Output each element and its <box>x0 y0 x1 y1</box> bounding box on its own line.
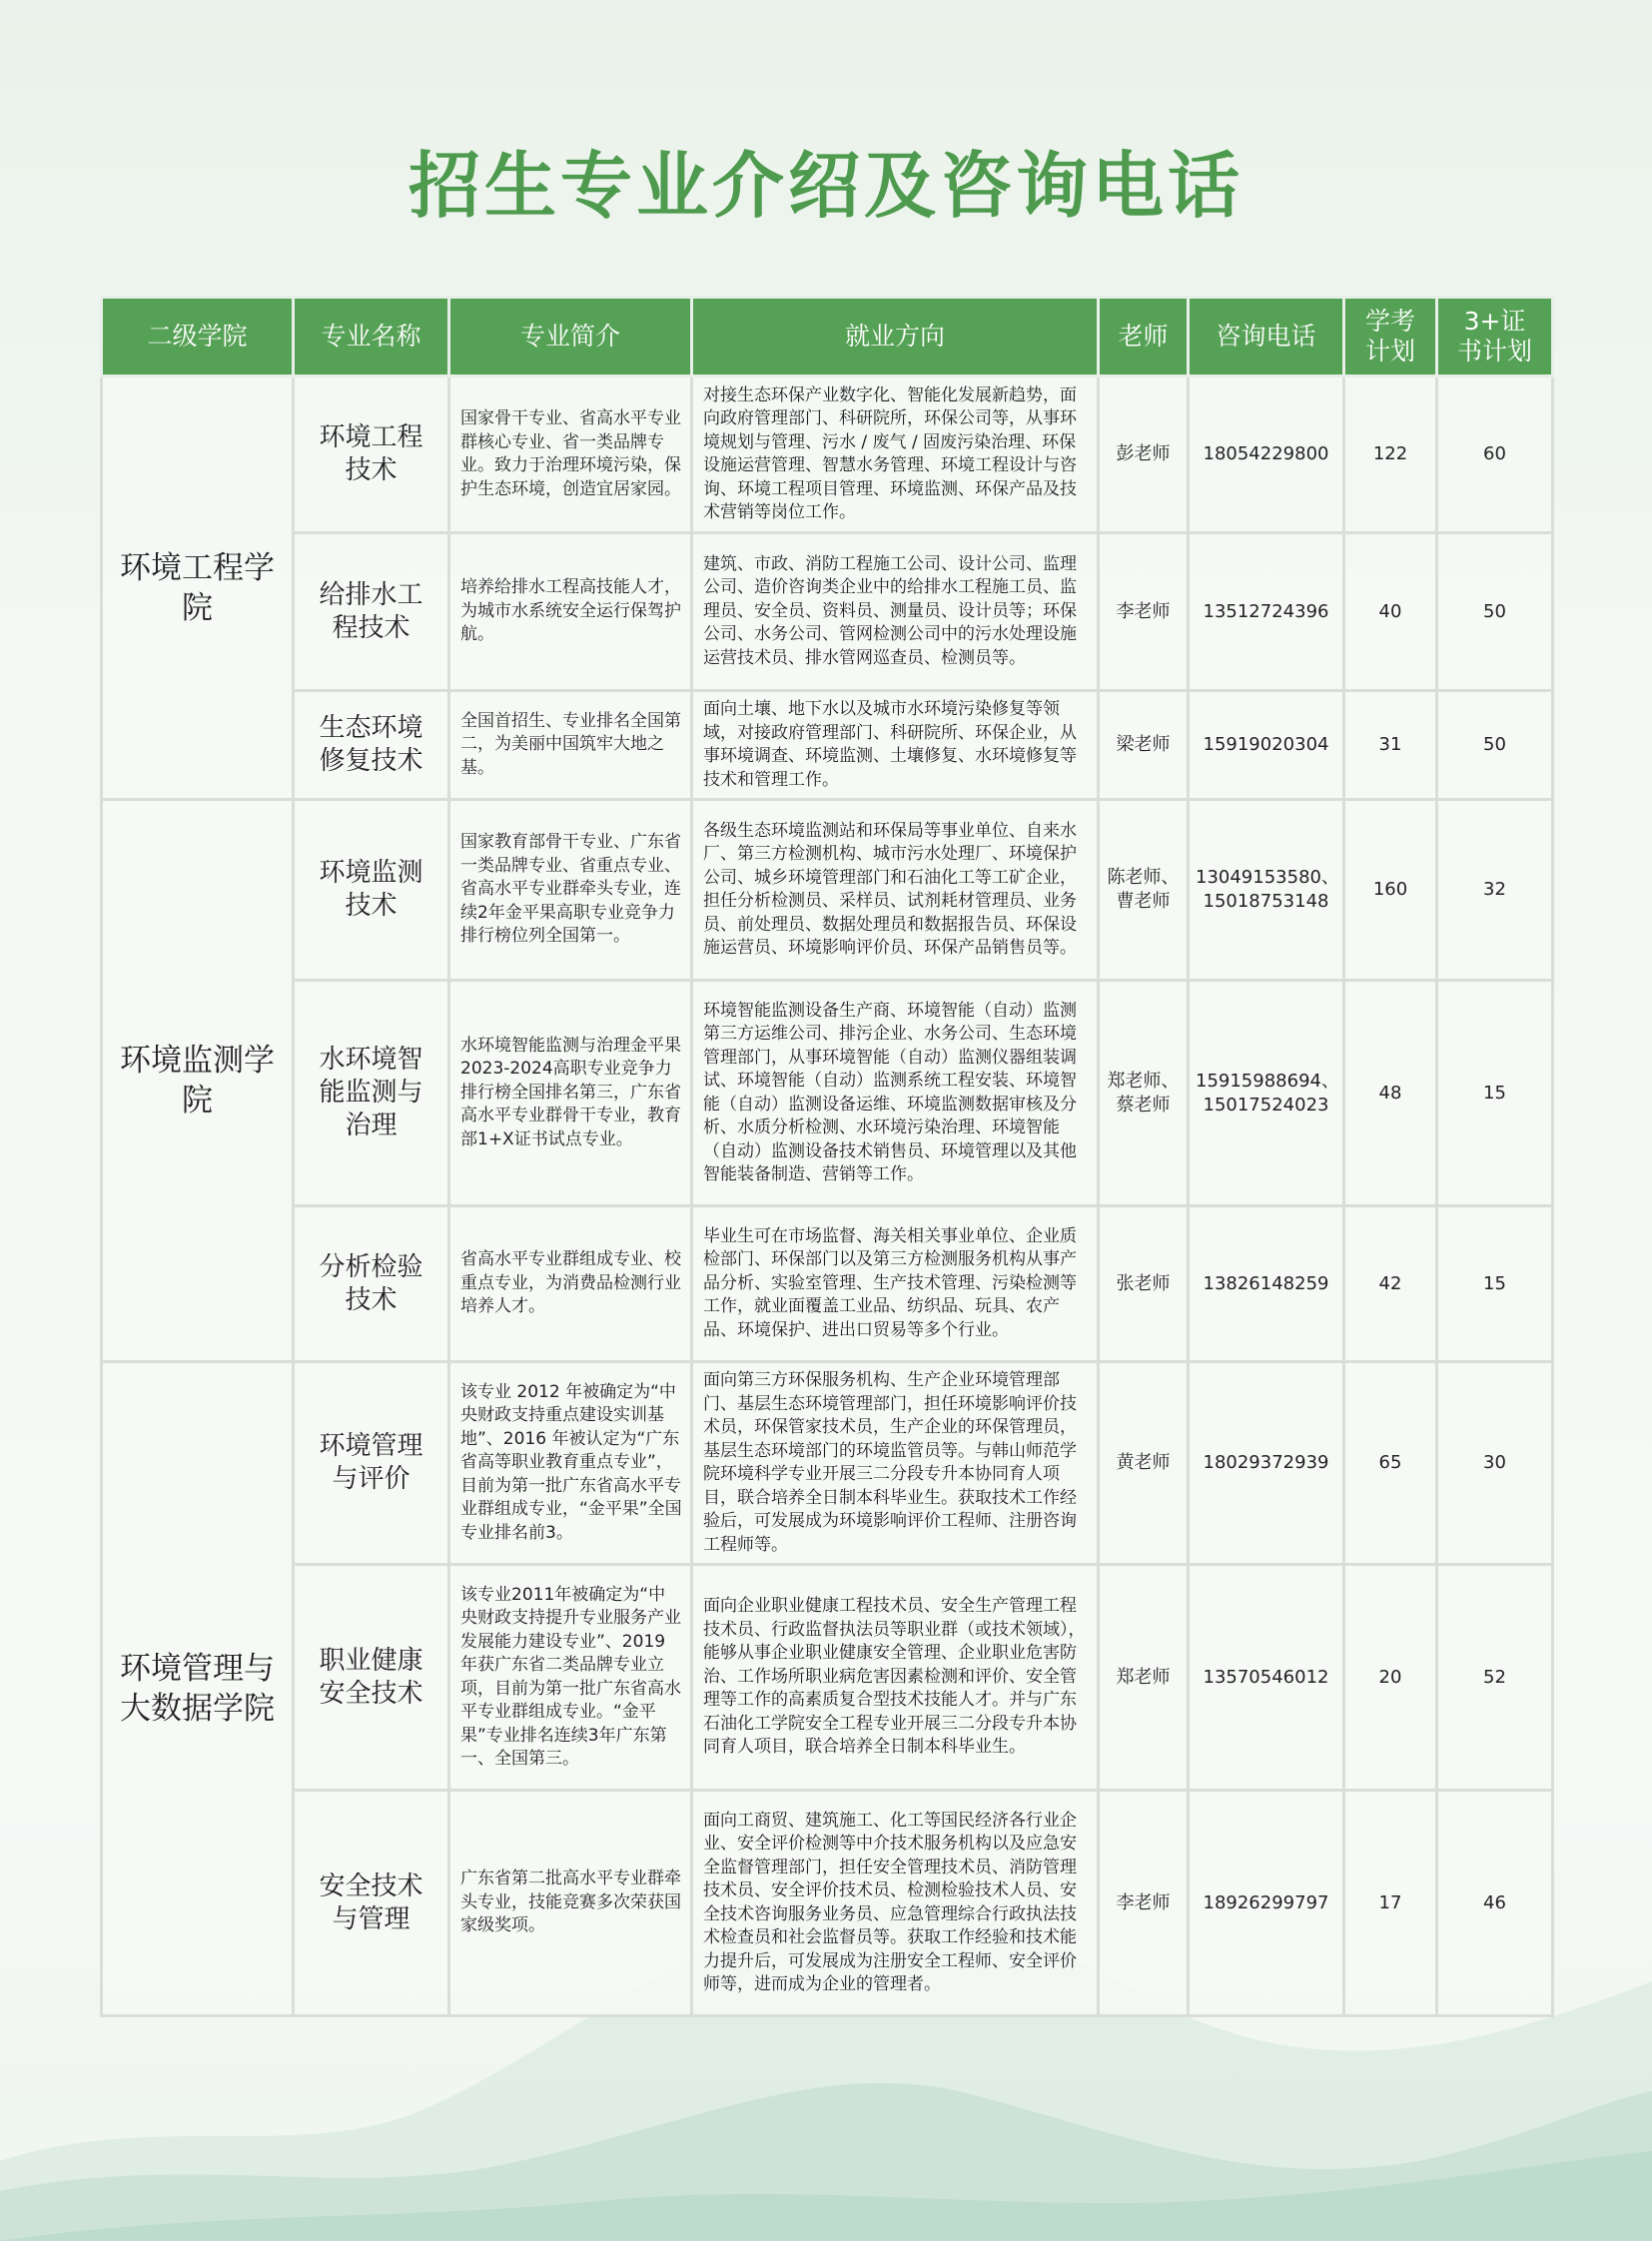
major-intro: 该专业 2012 年被确定为“中央财政支持重点建设实训基地”、2016 年被认定为“广东省高等职业教育重点专业”，目前为第一批广东省高水平专业群组成专业，“金平果”全国专业排名前3。 <box>449 1362 692 1565</box>
teacher: 郑老师、蔡老师 <box>1099 981 1189 1206</box>
major-intro: 全国首招生、专业排名全国第二，为美丽中国筑牢大地之基。 <box>449 691 692 800</box>
page-title: 招生专业介绍及咨询电话 <box>408 144 1243 228</box>
phone: 13826148259 <box>1189 1206 1344 1362</box>
phone: 18054229800 <box>1189 376 1344 533</box>
majors-table <box>100 296 1554 2017</box>
header-major: 专业名称 <box>294 298 449 376</box>
table-row <box>102 1206 1553 1362</box>
career-direction: 建筑、市政、消防工程施工公司、设计公司、监理公司、造价咨询类企业中的给排水工程施工员、监理员、安全员、资料员、测量员、设计员等；环保公司、水务公司、管网检测公司中的污水处理设施运营技术员、排水管网巡查员、检测员等。 <box>692 533 1099 691</box>
major-intro: 该专业2011年被确定为“中央财政支持提升专业服务产业发展能力建设专业”、2019年获广东省二类品牌专业立项，目前为第一批广东省高水平专业群组成专业。“金平果”专业排名连续3年广东第一、全国第三。 <box>449 1565 692 1791</box>
header-intro: 专业简介 <box>449 298 692 376</box>
table-row <box>102 1791 1553 2016</box>
major-intro: 广东省第二批高水平专业群牵头专业，技能竞赛多次荣获国家级奖项。 <box>449 1791 692 2016</box>
career-direction: 环境智能监测设备生产商、环境智能（自动）监测第三方运维公司、排污企业、水务公司、生态环境管理部门，从事环境智能（自动）监测仪器组装调试、环境智能（自动）监测系统工程安装、环境智能（自动）监测设备运维、环境监测数据审核及分析、水质分析检测、水环境污染治理、环境智能（自动）监测设备技术销售员、环境管理以及其他智能装备制造、营销等工作。 <box>692 981 1099 1206</box>
college-name: 环境工程学院 <box>102 376 294 800</box>
major-intro: 省高水平专业群组成专业、校重点专业，为消费品检测行业培养人才。 <box>449 1206 692 1362</box>
xk-plan: 65 <box>1344 1362 1437 1565</box>
cert-plan: 15 <box>1437 981 1553 1206</box>
major-name: 给排水工程技术 <box>294 533 449 691</box>
career-direction: 面向工商贸、建筑施工、化工等国民经济各行业企业、安全评价检测等中介技术服务机构以及应急安全监督管理部门，担任安全管理技术员、消防管理技术员、安全评价技术员、检测检验技术人员、安全技术咨询服务业务员、应急管理综合行政执法技术检查员和社会监督员等。获取工作经验和技术能力提升后，可发展成为注册安全工程师、安全评价师等，进而成为企业的管理者。 <box>692 1791 1099 2016</box>
career-direction: 面向第三方环保服务机构、生产企业环境管理部门、基层生态环境管理部门，担任环境影响评价技术员，环保管家技术员，生产企业的环保管理员，基层生态环境部门的环境监管员等。与韩山师范学院环境科学专业开展三二分段专升本协同育人项目，联合培养全日制本科毕业生。获取技术工作经验后，可发展成为环境影响评价工程师、注册咨询工程师等。 <box>692 1362 1099 1565</box>
teacher: 梁老师 <box>1099 691 1189 800</box>
xk-plan: 48 <box>1344 981 1437 1206</box>
xk-plan: 20 <box>1344 1565 1437 1791</box>
xk-plan: 160 <box>1344 800 1437 981</box>
xk-plan: 31 <box>1344 691 1437 800</box>
major-intro: 水环境智能监测与治理金平果2023-2024高职专业竞争力排行榜全国排名第三，广东省高水平专业群骨干专业，教育部1+X证书试点专业。 <box>449 981 692 1206</box>
major-intro: 国家骨干专业、省高水平专业群核心专业、省一类品牌专业。致力于治理环境污染，保护生态环境，创造宜居家园。 <box>449 376 692 533</box>
table-row <box>102 691 1553 800</box>
phone: 18926299797 <box>1189 1791 1344 2016</box>
teacher: 彭老师 <box>1099 376 1189 533</box>
teacher: 李老师 <box>1099 1791 1189 2016</box>
career-direction: 毕业生可在市场监督、海关相关事业单位、企业质检部门、环保部门以及第三方检测服务机构从事产品分析、实验室管理、生产技术管理、污染检测等工作，就业面覆盖工业品、纺织品、玩具、农产品、环境保护、进出口贸易等多个行业。 <box>692 1206 1099 1362</box>
header-xk-plan: 学考计划 <box>1344 298 1437 376</box>
table-row <box>102 981 1553 1206</box>
table-header-row <box>102 298 1553 376</box>
xk-plan: 122 <box>1344 376 1437 533</box>
table-row <box>102 533 1553 691</box>
major-name: 环境监测技术 <box>294 800 449 981</box>
header-college: 二级学院 <box>102 298 294 376</box>
phone: 13512724396 <box>1189 533 1344 691</box>
major-name: 分析检验技术 <box>294 1206 449 1362</box>
header-career: 就业方向 <box>692 298 1099 376</box>
major-intro: 培养给排水工程高技能人才，为城市水系统安全运行保驾护航。 <box>449 533 692 691</box>
cert-plan: 60 <box>1437 376 1553 533</box>
xk-plan: 42 <box>1344 1206 1437 1362</box>
major-intro: 国家教育部骨干专业、广东省一类品牌专业、省重点专业、省高水平专业群牵头专业，连续2年金平果高职专业竞争力排行榜位列全国第一。 <box>449 800 692 981</box>
teacher: 李老师 <box>1099 533 1189 691</box>
cert-plan: 15 <box>1437 1206 1553 1362</box>
header-cert-plan: 3+证书计划 <box>1437 298 1553 376</box>
cert-plan: 46 <box>1437 1791 1553 2016</box>
table-row <box>102 1565 1553 1791</box>
teacher: 张老师 <box>1099 1206 1189 1362</box>
teacher: 陈老师、曹老师 <box>1099 800 1189 981</box>
major-name: 职业健康安全技术 <box>294 1565 449 1791</box>
college-name: 环境管理与大数据学院 <box>102 1362 294 2016</box>
phone: 18029372939 <box>1189 1362 1344 1565</box>
xk-plan: 17 <box>1344 1791 1437 2016</box>
phone: 15919020304 <box>1189 691 1344 800</box>
table-row <box>102 1362 1553 1565</box>
major-name: 生态环境修复技术 <box>294 691 449 800</box>
major-name: 环境管理与评价 <box>294 1362 449 1565</box>
phone: 15915988694、15017524023 <box>1189 981 1344 1206</box>
table-row <box>102 800 1553 981</box>
table-row <box>102 376 1553 533</box>
cert-plan: 52 <box>1437 1565 1553 1791</box>
xk-plan: 40 <box>1344 533 1437 691</box>
college-name: 环境监测学院 <box>102 800 294 1362</box>
major-name: 环境工程技术 <box>294 376 449 533</box>
major-name: 水环境智能监测与治理 <box>294 981 449 1206</box>
header-phone: 咨询电话 <box>1189 298 1344 376</box>
cert-plan: 50 <box>1437 691 1553 800</box>
cert-plan: 30 <box>1437 1362 1553 1565</box>
phone: 13570546012 <box>1189 1565 1344 1791</box>
career-direction: 面向企业职业健康工程技术员、安全生产管理工程技术员、行政监督执法员等职业群（或技术领域），能够从事企业职业健康安全管理、企业职业危害防治、工作场所职业病危害因素检测和评价、安全管理等工作的高素质复合型技术技能人才。并与广东石油化工学院安全工程专业开展三二分段专升本协同育人项目，联合培养全日制本科毕业生。 <box>692 1565 1099 1791</box>
career-direction: 对接生态环保产业数字化、智能化发展新趋势，面向政府管理部门、科研院所，环保公司等，从事环境规划与管理、污水 / 废气 / 固废污染治理、环保设施运营管理、智慧水务管理、环境工程设计与咨询、环境工程项目管理、环境监测、环保产品及技术营销等岗位工作。 <box>692 376 1099 533</box>
cert-plan: 32 <box>1437 800 1553 981</box>
phone: 13049153580、15018753148 <box>1189 800 1344 981</box>
major-name: 安全技术与管理 <box>294 1791 449 2016</box>
career-direction: 各级生态环境监测站和环保局等事业单位、自来水厂、第三方检测机构、城市污水处理厂、环境保护公司、城乡环境管理部门和石油化工等工矿企业，担任分析检测员、采样员、试剂耗材管理员、业务员、前处理员、数据处理员和数据报告员、环保设施运营员、环境影响评价员、环保产品销售员等。 <box>692 800 1099 981</box>
header-teacher: 老师 <box>1099 298 1189 376</box>
teacher: 黄老师 <box>1099 1362 1189 1565</box>
cert-plan: 50 <box>1437 533 1553 691</box>
career-direction: 面向土壤、地下水以及城市水环境污染修复等领域，对接政府管理部门、科研院所、环保企业，从事环境调查、环境监测、土壤修复、水环境修复等技术和管理工作。 <box>692 691 1099 800</box>
teacher: 郑老师 <box>1099 1565 1189 1791</box>
